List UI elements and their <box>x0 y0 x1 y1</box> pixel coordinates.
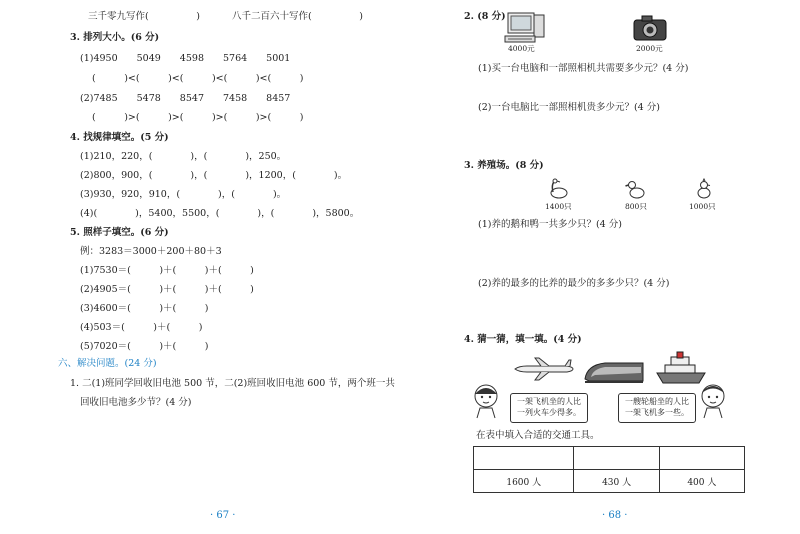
goose-count: 1400只 <box>545 202 572 211</box>
table-row-values <box>474 470 745 493</box>
section-6-title: 六、解决问题。(24 分) <box>58 358 157 369</box>
speech-bubble-right <box>618 393 696 423</box>
ship-icon <box>655 351 707 385</box>
q3-sub1: (1)养的鹅和鸭一共多少只？(4 分) <box>478 219 622 230</box>
q4-instruction: 在表中填入合适的交通工具。 <box>476 430 600 441</box>
q2-sub2: (2)一台电脑比一部照相机贵多少元？(4 分) <box>478 102 660 113</box>
q3-farm-title: 3. 养殖场。(8 分) <box>464 160 544 171</box>
q2-sub1: (1)买一台电脑和一部照相机共需要多少元？(4 分) <box>478 63 689 74</box>
q3-row2-blanks[interactable]: ( )>( )>( )>( )>( ) <box>92 112 304 123</box>
bubble-right-line1: 一艘轮船坐的人比 <box>625 397 689 406</box>
q3-row2-numbers: (2)7485 5478 8547 7458 8457 <box>80 93 291 104</box>
page-number-right: · 68 · <box>602 510 628 521</box>
transport-table <box>473 446 745 493</box>
q5-line-2[interactable]: (2)4905＝( )＋( )＋( ) <box>80 284 254 295</box>
boy-icon <box>695 382 731 420</box>
q5-line-3[interactable]: (3)4600＝( )＋( ) <box>80 303 209 314</box>
q4-title: 4. 找规律填空。(5 分) <box>70 132 169 143</box>
computer-icon <box>503 12 547 46</box>
duck-icon <box>625 178 647 200</box>
q6-1-line2: 回收旧电池多少节？(4 分) <box>80 397 192 408</box>
camera-icon <box>632 14 668 42</box>
bubble-right-line2: 一架飞机多一些。 <box>625 407 689 417</box>
bubble-left-line1: 一架飞机坐的人比 <box>517 397 581 406</box>
q3-sub2: (2)养的最多的比养的最少的多多少只？(4 分) <box>478 278 670 289</box>
bubble-left-line2: 一列火车少得多。 <box>517 407 581 417</box>
q5-line-5[interactable]: (5)7020＝( )＋( ) <box>80 341 209 352</box>
q4-line-3[interactable]: (3)930，920，910，( )，( )。 <box>80 189 287 200</box>
write-3009: 三千零九写作( ) <box>88 11 200 22</box>
right-page <box>400 0 800 534</box>
table-cell-blank-1[interactable] <box>474 447 574 470</box>
computer-price: 4000元 <box>508 44 535 53</box>
chicken-icon <box>693 178 715 200</box>
q4-guess-title: 4. 猜一猜，填一填。(4 分) <box>464 334 582 345</box>
q3-title: 3. 排列大小。(6 分) <box>70 32 160 43</box>
table-cell-430: 430 人 <box>574 470 659 493</box>
duck-count: 800只 <box>625 202 647 211</box>
table-cell-blank-2[interactable] <box>574 447 659 470</box>
q3-row1-numbers: (1)4950 5049 4598 5764 5001 <box>80 53 291 64</box>
table-cell-400: 400 人 <box>659 470 744 493</box>
q4-line-2[interactable]: (2)800，900，( )，( )，1200，( )。 <box>80 170 348 181</box>
q4-line-1[interactable]: (1)210，220，( )，( )，250。 <box>80 151 287 162</box>
girl-icon <box>468 382 504 420</box>
q5-title: 5. 照样子填空。(6 分) <box>70 227 169 238</box>
camera-price: 2000元 <box>636 44 663 53</box>
page-number-left: · 67 · <box>210 510 236 521</box>
q2-title: 2. (8 分) <box>464 11 506 22</box>
goose-icon <box>547 178 569 200</box>
table-cell-blank-3[interactable] <box>659 447 744 470</box>
q3-row1-blanks[interactable]: ( )<( )<( )<( )<( ) <box>92 73 304 84</box>
table-row-header <box>474 447 745 470</box>
table-cell-1600: 1600 人 <box>474 470 574 493</box>
write-8260: 八千二百六十写作( ) <box>232 11 363 22</box>
chicken-count: 1000只 <box>689 202 716 211</box>
q4-line-4[interactable]: (4)( )，5400，5500，( )，( )，5800。 <box>80 208 360 219</box>
q5-line-1[interactable]: (1)7530＝( )＋( )＋( ) <box>80 265 254 276</box>
speech-bubble-left <box>510 393 588 423</box>
train-icon <box>583 357 645 385</box>
q5-example: 例：3283＝3000＋200＋80＋3 <box>80 246 222 257</box>
q6-1-line1: 1. 二(1)班同学回收旧电池 500 节，二(2)班回收旧电池 600 节，两个班一共 <box>70 378 395 389</box>
airplane-icon <box>513 357 575 381</box>
q5-line-4[interactable]: (4)503＝( )＋( ) <box>80 322 203 333</box>
